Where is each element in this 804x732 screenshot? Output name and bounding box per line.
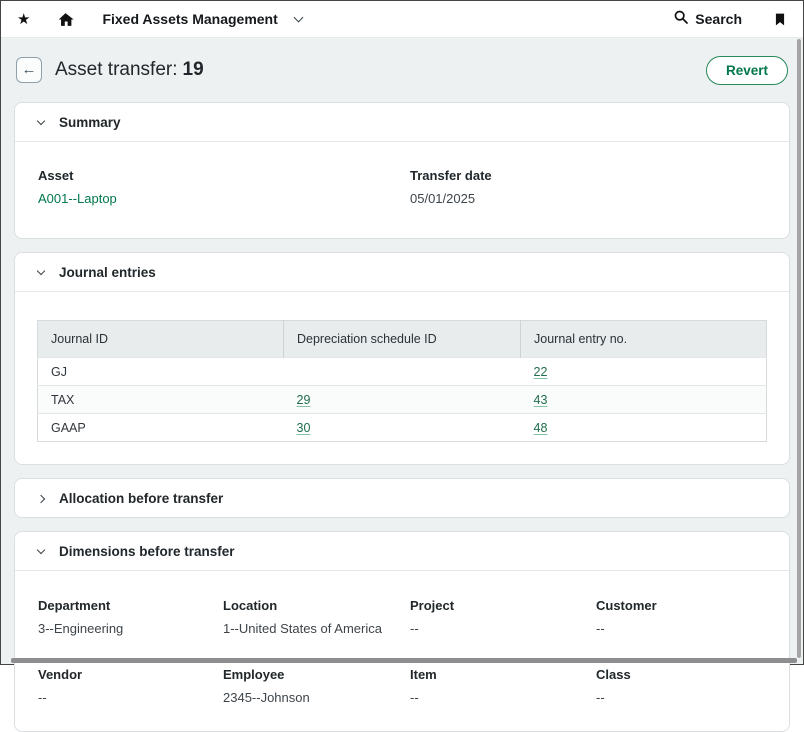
search-label: Search (695, 11, 742, 27)
journal-entries-section-header[interactable] (15, 253, 789, 292)
field-value: -- (410, 621, 419, 636)
field-customer (596, 598, 766, 636)
depreciation-schedule-link[interactable]: 30 (296, 420, 311, 435)
field-value: 05/01/2025 (410, 191, 476, 206)
cell-journal-entry-no (521, 414, 767, 442)
allocation-before-transfer-section (14, 478, 790, 518)
field-value: -- (596, 690, 605, 705)
chevron-down-icon (293, 12, 303, 22)
field-project (410, 598, 596, 636)
table-row (38, 386, 767, 414)
cell-journal-id: GJ (38, 358, 284, 386)
vertical-scrollbar[interactable] (797, 39, 801, 658)
field-value: 2345--Johnson (223, 690, 310, 705)
dimensions-body (15, 571, 789, 731)
journal-entries-section (14, 252, 790, 465)
page-content (1, 38, 803, 732)
dimensions-before-transfer-section (14, 531, 790, 732)
column-header-journal-entry-no: Journal entry no. (521, 321, 767, 358)
journal-entries-body (15, 292, 789, 464)
field-class (596, 667, 766, 705)
field-vendor (38, 667, 223, 705)
field-label: Asset (38, 168, 74, 183)
cell-depreciation-schedule-id (284, 358, 521, 386)
summary-section (14, 102, 790, 239)
app-switcher[interactable] (102, 11, 301, 27)
journal-entries-table (37, 320, 767, 442)
cell-journal-id: GAAP (38, 414, 284, 442)
horizontal-scrollbar[interactable] (11, 658, 797, 663)
depreciation-schedule-link[interactable]: 29 (296, 392, 311, 407)
column-header-journal-id: Journal ID (38, 321, 284, 358)
page-title (55, 59, 204, 81)
revert-button[interactable]: Revert (706, 56, 788, 85)
dimensions-before-transfer-header[interactable] (15, 532, 789, 571)
section-title: Journal entries (59, 265, 156, 280)
field-value: 3--Engineering (38, 621, 124, 636)
cell-depreciation-schedule-id (284, 386, 521, 414)
field-value: -- (38, 690, 47, 705)
back-icon: ← (21, 61, 37, 78)
section-title: Allocation before transfer (59, 491, 224, 506)
top-bar (1, 1, 803, 38)
field-department (38, 598, 223, 636)
section-title: Summary (59, 115, 121, 130)
field-value: -- (410, 690, 419, 705)
journal-entry-link[interactable]: 43 (533, 392, 548, 407)
field-label: Customer (596, 598, 657, 613)
field-asset (38, 168, 410, 206)
field-item (410, 667, 596, 705)
chevron-down-icon (37, 116, 45, 124)
allocation-before-transfer-header[interactable] (15, 479, 789, 517)
table-row (38, 414, 767, 442)
chevron-right-icon (37, 494, 45, 502)
field-label: Department (38, 598, 111, 613)
bookmark-icon[interactable] (773, 11, 787, 28)
summary-body (15, 142, 789, 238)
section-title: Dimensions before transfer (59, 544, 235, 559)
summary-section-header[interactable] (15, 103, 789, 142)
field-employee (223, 667, 410, 705)
page-header (16, 49, 788, 91)
search-icon (673, 9, 689, 30)
field-label: Project (410, 598, 455, 613)
table-row (38, 358, 767, 386)
cell-journal-id: TAX (38, 386, 284, 414)
column-header-depreciation-schedule-id: Depreciation schedule ID (284, 321, 521, 358)
record-id: 19 (182, 59, 204, 80)
field-label: Vendor (38, 667, 83, 682)
back-button[interactable] (16, 57, 42, 83)
table-header-row (38, 321, 767, 358)
field-transfer-date (410, 168, 766, 206)
field-value: 1--United States of America (223, 621, 382, 636)
app-switcher-label: Fixed Assets Management (102, 11, 278, 27)
chevron-down-icon (37, 545, 45, 553)
cell-journal-entry-no (521, 358, 767, 386)
field-value: -- (596, 621, 605, 636)
search-button[interactable] (673, 9, 742, 30)
page-title-text: Asset transfer: (55, 59, 178, 80)
field-label: Item (410, 667, 437, 682)
field-location (223, 598, 410, 636)
field-label: Class (596, 667, 631, 682)
cell-depreciation-schedule-id (284, 414, 521, 442)
asset-link[interactable]: A001--Laptop (38, 191, 117, 206)
star-icon[interactable]: ★ (17, 10, 31, 28)
cell-journal-entry-no (521, 386, 767, 414)
field-label: Employee (223, 667, 285, 682)
field-label: Transfer date (410, 168, 492, 183)
field-label: Location (223, 598, 278, 613)
home-icon[interactable] (57, 11, 74, 28)
chevron-down-icon (37, 266, 45, 274)
journal-entry-link[interactable]: 22 (533, 364, 548, 379)
journal-entry-link[interactable]: 48 (533, 420, 548, 435)
